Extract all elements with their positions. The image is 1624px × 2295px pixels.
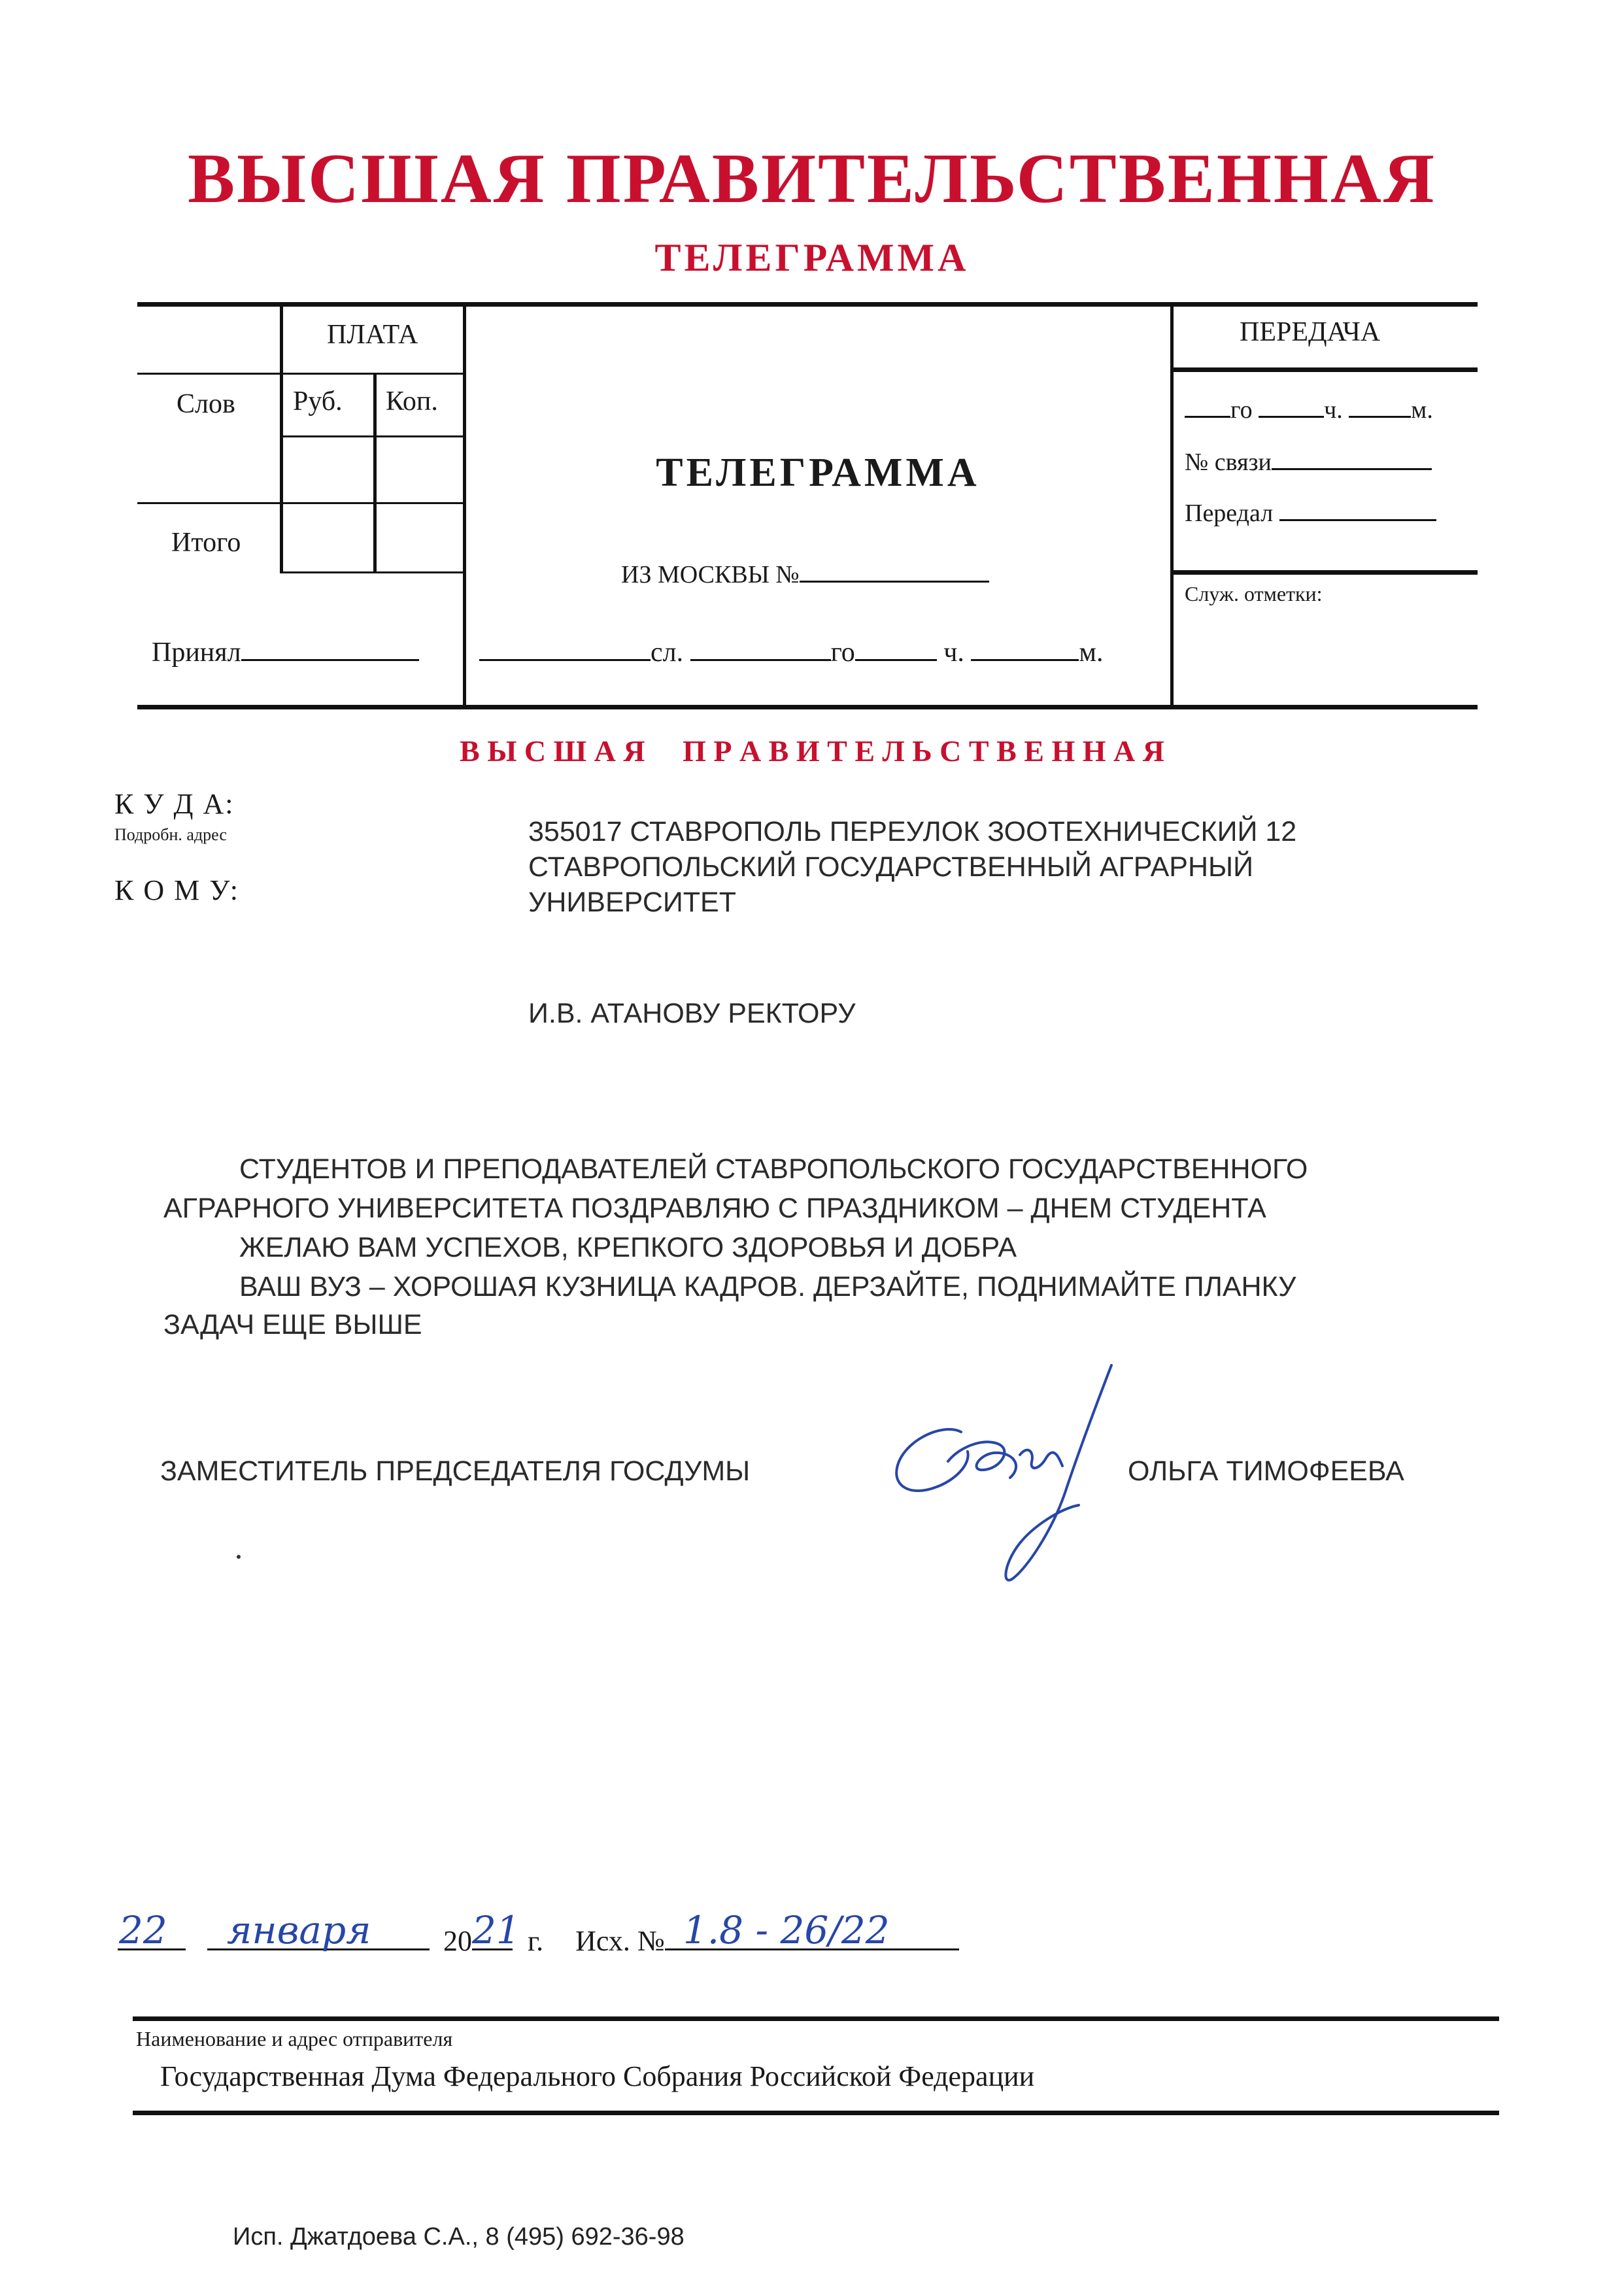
podrobn-adres-label: Подробн. адрес [114, 825, 227, 844]
message-line: ВАШ ВУЗ – ХОРОШАЯ КУЗНИЦА КАДРОВ. ДЕРЗАЙТЕ, ПОДНИМАЙТЕ ПЛАНКУ [239, 1271, 1296, 1302]
prinyal-label: Принял [152, 636, 419, 668]
sender-top-border [133, 2016, 1499, 2021]
divider [280, 435, 464, 437]
komu-label: К О М У: [114, 874, 239, 906]
sender-name: Государственная Дума Федерального Собрания Российской Федерации [160, 2060, 1035, 2092]
stray-dot [237, 1555, 241, 1559]
government-band: В Ы С Ш А Я П Р А В И Т Е Л Ь С Т В Е Н Н А Я [460, 734, 1164, 768]
divider [373, 373, 377, 573]
address-line: 355017 СТАВРОПОЛЬ ПЕРЕУЛОК ЗООТЕХНИЧЕСКИЙ 12 [528, 816, 1297, 847]
telegram-header-subtitle: ТЕЛЕГРАММА [654, 236, 970, 279]
date-year: 21 [472, 1908, 520, 1952]
divider [1170, 304, 1174, 705]
itogo-label: Итого [171, 528, 241, 558]
divider [463, 304, 466, 705]
time-fields: сл. го ч. м. [479, 636, 1104, 668]
sender-bottom-border [133, 2111, 1499, 2115]
message-line: ЗАДАЧ ЕЩЕ ВЫШЕ [163, 1309, 422, 1340]
kuda-label: К У Д А: [114, 788, 235, 820]
peredacha-label: ПЕРЕДАЧА [1240, 317, 1381, 347]
divider [280, 571, 464, 573]
recipient: И.В. АТАНОВУ РЕКТОРУ [528, 998, 856, 1029]
year-suffix-label: г. [528, 1925, 544, 1957]
executor-contact: Исп. Джатдоева С.А., 8 (495) 692-36-98 [233, 2223, 685, 2251]
peredal-field: Передал [1185, 496, 1436, 528]
ish-label: Исх. № [575, 1925, 665, 1957]
divider [137, 373, 464, 375]
signer-position: ЗАМЕСТИТЕЛЬ ПРЕДСЕДАТЕЛЯ ГОСДУМЫ [160, 1455, 751, 1487]
rub-label: Руб. [293, 386, 343, 416]
form-center-title: ТЕЛЕГРАММА [656, 450, 980, 495]
handwritten-signature [863, 1353, 1125, 1595]
sluzh-otmetki-label: Служ. отметки: [1185, 582, 1323, 605]
message-line: СТУДЕНТОВ И ПРЕПОДАВАТЕЛЕЙ СТАВРОПОЛЬСКОГО ГОСУДАРСТВЕННОГО [239, 1153, 1308, 1185]
date-month: января [227, 1908, 371, 1952]
telegram-header-title: ВЫСШАЯ ПРАВИТЕЛЬСТВЕННАЯ [188, 140, 1436, 218]
peredacha-time: го ч. м. [1185, 392, 1433, 424]
signer-name: ОЛЬГА ТИМОФЕЕВА [1128, 1455, 1404, 1487]
svyazi-field: № связи [1185, 445, 1432, 477]
divider [1172, 367, 1478, 372]
sender-label: Наименование и адрес отправителя [136, 2027, 453, 2050]
divider [1172, 570, 1478, 575]
plata-label: ПЛАТА [327, 320, 418, 350]
address-line: СТАВРОПОЛЬСКИЙ ГОСУДАРСТВЕННЫЙ АГРАРНЫЙ [528, 851, 1253, 883]
form-bottom-border [137, 705, 1478, 709]
kop-label: Коп. [386, 386, 438, 416]
year-prefix: 20 [443, 1925, 472, 1957]
message-line: АГРАРНОГО УНИВЕРСИТЕТА ПОЗДРАВЛЯЮ С ПРАЗДНИКОМ – ДНЕМ СТУДЕНТА [163, 1193, 1266, 1224]
divider [280, 304, 283, 573]
message-line: ЖЕЛАЮ ВАМ УСПЕХОВ, КРЕПКОГО ЗДОРОВЬЯ И ДОБРА [239, 1232, 1017, 1263]
outgoing-number: 1.8 - 26/22 [683, 1908, 890, 1952]
iz-moskvy-field: ИЗ МОСКВЫ № [621, 557, 989, 589]
date-day: 22 [119, 1908, 167, 1952]
address-line: УНИВЕРСИТЕТ [528, 887, 737, 918]
dateline [118, 1908, 959, 1958]
form-top-border [137, 302, 1478, 307]
divider [137, 502, 464, 504]
slov-label: Слов [177, 389, 235, 419]
